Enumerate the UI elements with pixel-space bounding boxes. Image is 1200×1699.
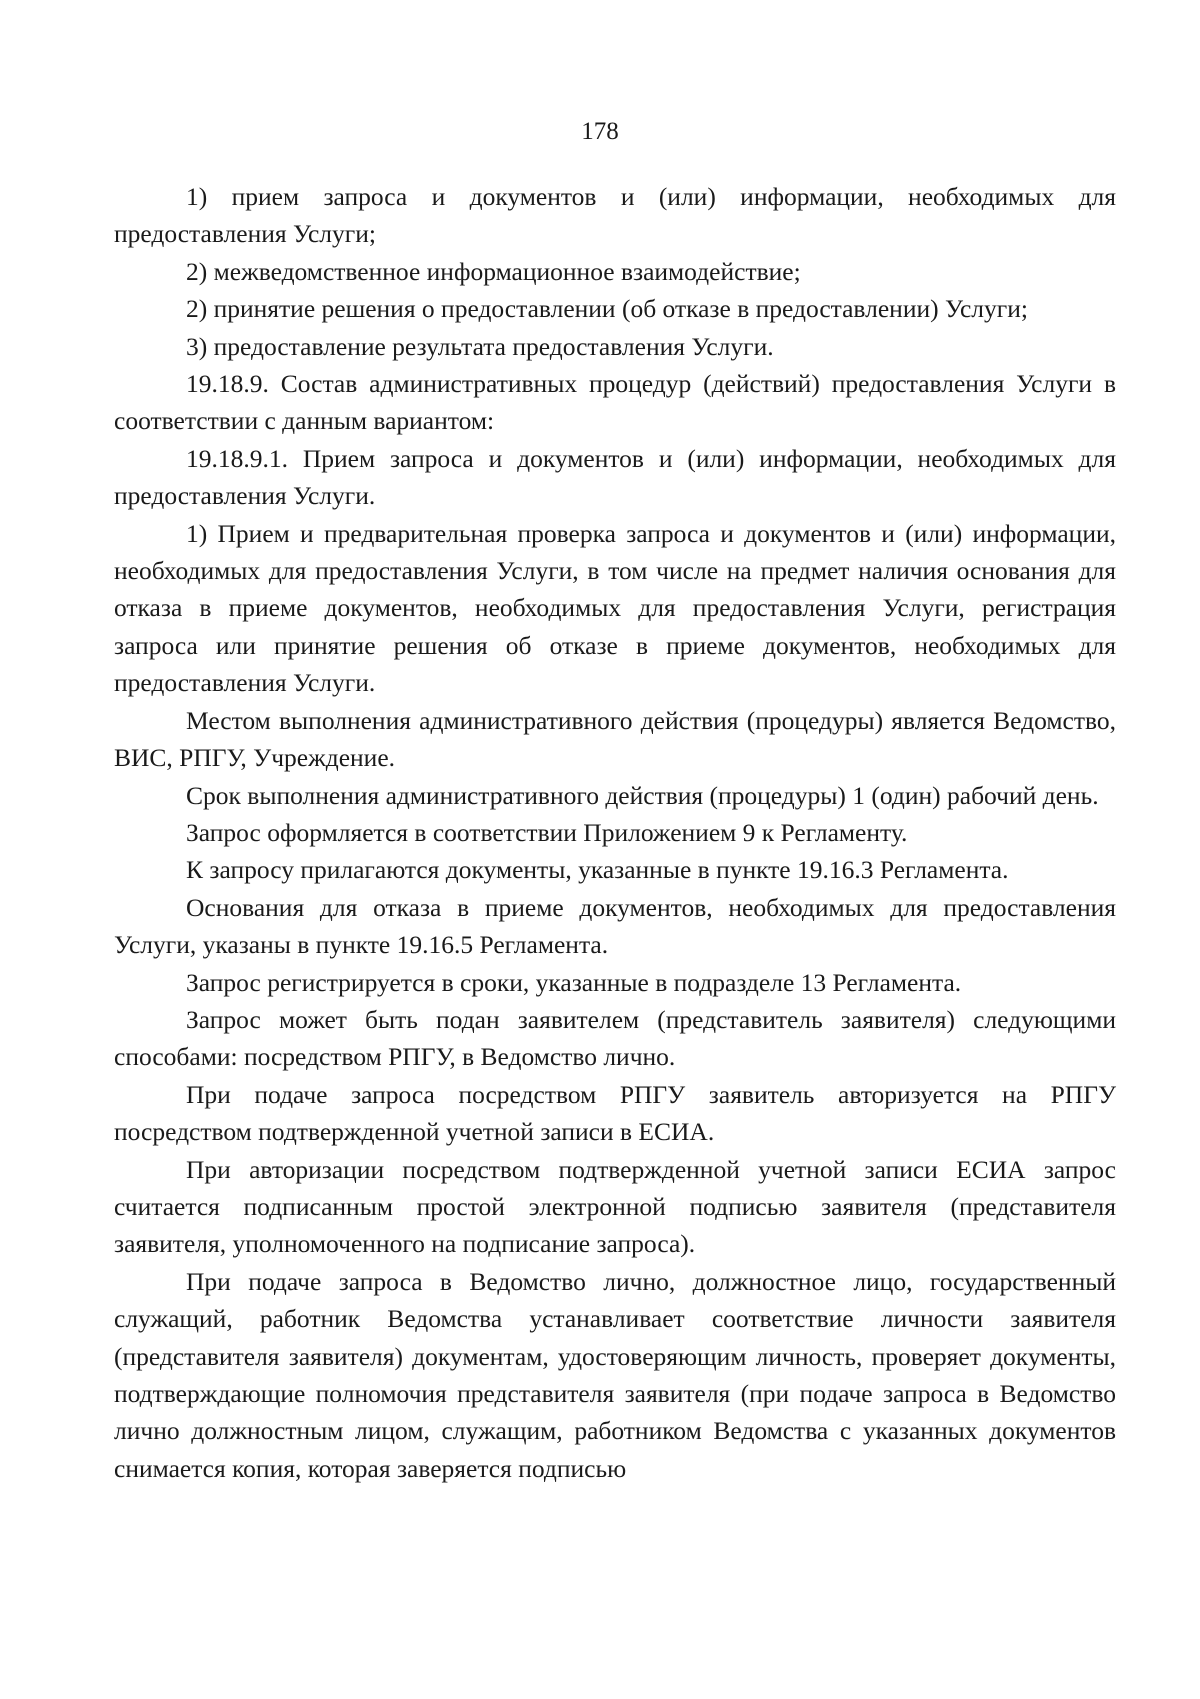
paragraph-in-person-submission: При подаче запроса в Ведомство лично, должностное лицо, государственный служащий, работник Ведомства устанавливает соответствие личности заявителя (представителя заявителя) документам, удостоверяющим личность, проверяет документы, подтверждающие полномочия представителя заявителя (при подаче запроса в Ведомство лично должностным лицом, служащим, работником Ведомства с указанных документов снимается копия, которая заверяется подписью — [114, 1266, 1116, 1483]
section-19-18-9-1: 19.18.9.1. Прием запроса и документов и (или) информации, необходимых для предоставления Услуги. — [114, 443, 1116, 511]
paragraph-submission-methods: Запрос может быть подан заявителем (представитель заявителя) следующими способами: посредством РПГУ, в Ведомство лично. — [114, 1004, 1116, 1072]
paragraph-execution-term: Срок выполнения административного действия (процедуры) 1 (один) рабочий день. — [186, 780, 1099, 810]
section-19-18-9: 19.18.9. Состав административных процедур (действий) предоставления Услуги в соответствии с данным вариантом: — [114, 369, 1116, 436]
paragraph-rpgu-authorization: При подаче запроса посредством РПГУ заявитель авторизуется на РПГУ посредством подтвержденной учетной записи в ЕСИА. — [114, 1079, 1116, 1147]
paragraph-refusal-grounds: Основания для отказа в приеме документов, необходимых для предоставления Услуги, указаны в пункте 19.16.5 Регламента. — [114, 892, 1116, 960]
list-item-interagency-interaction: 2) межведомственное информационное взаимодействие; — [186, 256, 801, 286]
paragraph-esia-signature: При авторизации посредством подтвержденной учетной записи ЕСИА запрос считается подписанным простой электронной подписью заявителя (представителя заявителя, уполномоченного на подписание запроса). — [114, 1154, 1116, 1259]
paragraph-place-of-execution: Местом выполнения административного действия (процедуры) является Ведомство, ВИС, РПГУ, Учреждение. — [114, 705, 1116, 773]
paragraph-attached-documents: К запросу прилагаются документы, указанные в пункте 19.16.3 Регламента. — [186, 855, 1009, 885]
paragraph-request-format: Запрос оформляется в соответствии Приложением 9 к Регламенту. — [186, 817, 908, 847]
page-number: 178 — [581, 118, 619, 145]
list-item-result: 3) предоставление результата предоставления Услуги. — [186, 331, 774, 361]
document-body — [114, 178, 1116, 1487]
list-item-receive-request: 1) прием запроса и документов и (или) информации, необходимых для предоставления Услуги; — [114, 182, 1116, 249]
paragraph-registration-terms: Запрос регистрируется в сроки, указанные в подразделе 13 Регламента. — [186, 967, 962, 997]
paragraph-preliminary-check: 1) Прием и предварительная проверка запроса и документов и (или) информации, необходимых для предоставления Услуги, в том числе на предмет наличия основания для отказа в приеме документов, необходимых для предоставления Услуги, регистрация запроса или принятие решения об отказе в приеме документов, необходимых для предоставления Услуги. — [114, 518, 1116, 698]
list-item-decision: 2) принятие решения о предоставлении (об отказе в предоставлении) Услуги; — [186, 294, 1028, 324]
